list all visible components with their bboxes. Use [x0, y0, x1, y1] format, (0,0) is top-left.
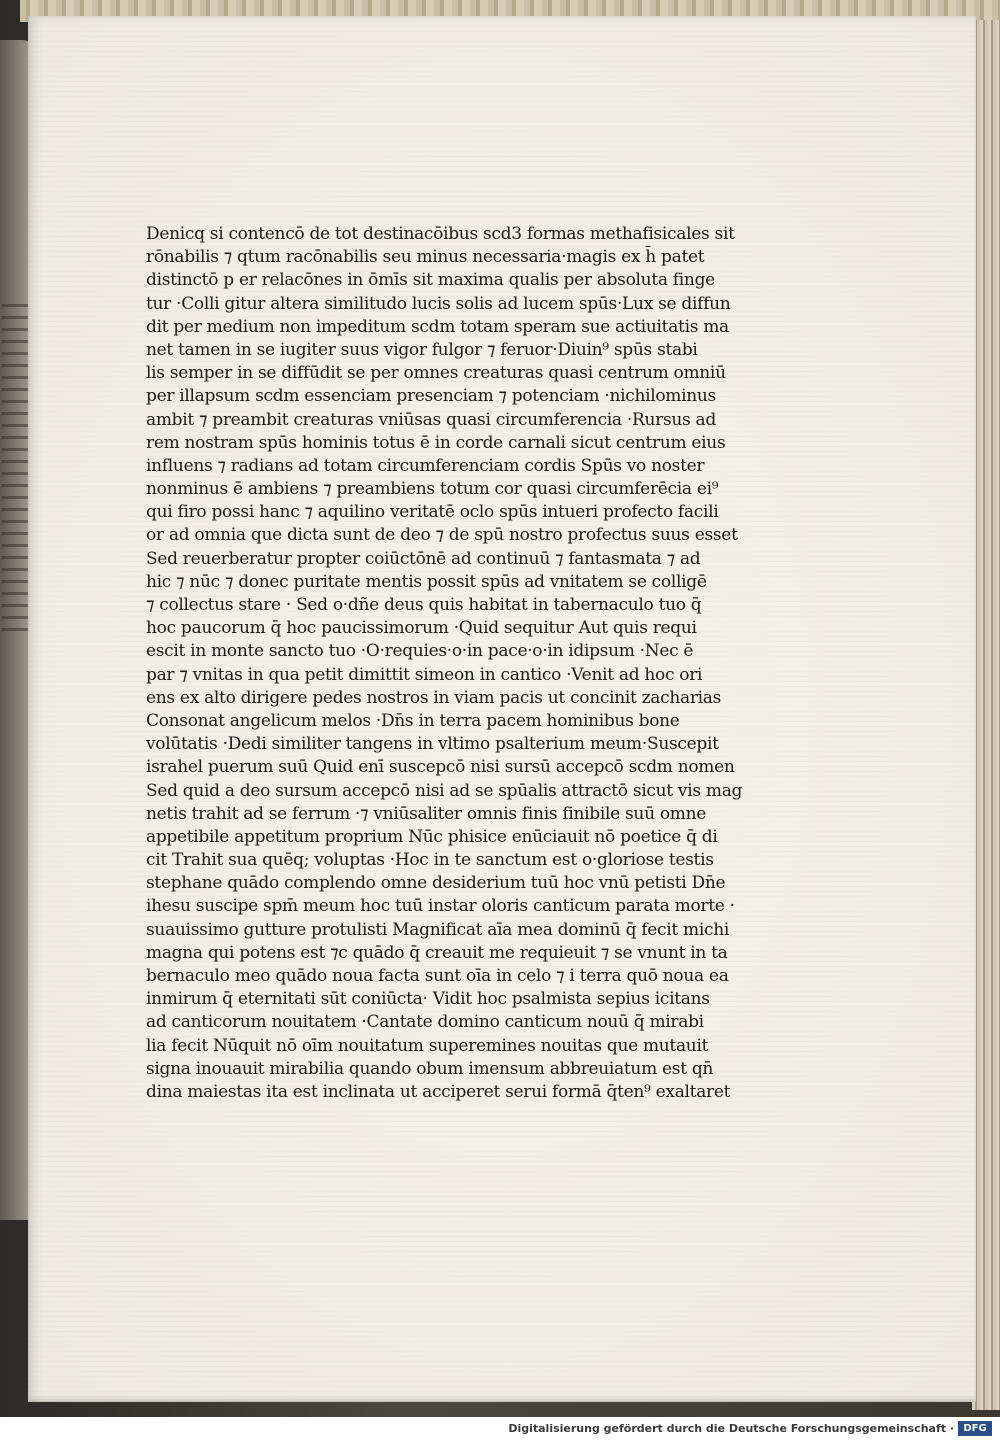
- text-line: stephane quādo complendo omne desiderium tuū hoc vnū petisti Dn̄e: [146, 873, 726, 894]
- text-line: Denicq si contencō de tot destinacōibus scd3 formas methafisicales sit: [146, 224, 735, 244]
- text-line: dina maiestas ita est inclinata ut acciperet serui formā q̄ten⁹ exaltaret: [146, 1081, 731, 1102]
- text-line: dit per medium non impeditum scdm totam speram sue actiuitatis ma: [146, 316, 729, 337]
- text-line: ihesu suscipe spm̄ meum hoc tuū instar oloris canticum parata morte ·: [146, 896, 735, 917]
- text-line: hic ⁊ nūc ⁊ donec puritate mentis possit spūs ad vnitatem se colligē: [146, 571, 707, 592]
- text-line: influens ⁊ radians ad totam circumferenciam cordis Spūs vo noster: [146, 455, 705, 476]
- text-line: or ad omnia que dicta sunt de deo ⁊ de spū nostro profectus suus esset: [146, 525, 738, 546]
- text-line: nonminus ē ambiens ⁊ preambiens totum cor quasi circumferēcia ei⁹: [146, 479, 719, 500]
- text-line: rem nostram spūs hominis totus ē in corde carnali sicut centrum eius: [146, 432, 726, 453]
- text-line: bernaculo meo quādo noua facta sunt oīa in celo ⁊ i terra quō noua ea: [146, 966, 729, 986]
- text-line: signa inouauit mirabilia quando obum imensum abbreuiatum est qn̄: [146, 1058, 714, 1079]
- text-line: net tamen in se iugiter suus vigor fulgor ⁊ feruor·Diuin⁹ spūs stabi: [146, 339, 698, 360]
- text-line: lis semper in se diffūdit se per omnes creaturas quasi centrum omniū: [146, 363, 726, 384]
- text-line: distinctō p er relacōnes in ōmīs sit maxima qualis per absoluta finge: [146, 270, 715, 291]
- text-line: Sed reuerberatur propter coiūctōnē ad continuū ⁊ fantasmata ⁊ ad: [146, 548, 701, 569]
- text-line: appetibile appetitum proprium Nūc phisice enūciauit nō poetice q̄ di: [146, 826, 718, 847]
- text-line: per illapsum scdm essenciam presenciam ⁊ potenciam ·nichilominus: [146, 386, 716, 407]
- text-line: israhel puerum suū Quid enī suscepcō nisi sursū accepcō scdm nomen: [146, 757, 735, 778]
- text-line: Sed quid a deo sursum accepcō nisi ad se spūalis attractō sicut vis mag: [146, 780, 742, 801]
- text-line: magna qui potens est ⁊c quādo q̄ creauit me requieuit ⁊ se vnunt in ta: [146, 942, 728, 963]
- text-line: netis trahit ad se ferrum ·⁊ vniūsaliter omnis finis finibile suū omne: [146, 803, 706, 824]
- dfg-logo: DFG: [958, 1421, 992, 1436]
- page-stack-edge: [972, 20, 1000, 1410]
- text-line: Consonat angelicum melos ·Dn̄s in terra pacem hominibus bone: [146, 710, 680, 731]
- text-line: suauissimo gutture protulisti Magnificat aīa mea dominū q̄ fecit michi: [146, 919, 730, 940]
- text-line: ens ex alto dirigere pedes nostros in viam pacis ut concinit zacharias: [146, 687, 722, 708]
- text-line: volūtatis ·Dedi similiter tangens in vltimo psalterium meum·Suscepit: [146, 734, 719, 755]
- text-line: rōnabilis ⁊ qtum racōnabilis seu minus necessaria·magis ex h̄ patet: [146, 247, 705, 268]
- text-line: ambit ⁊ preambit creaturas vniūsas quasi circumferencia ·Rursus ad: [146, 409, 716, 430]
- text-line: qui firo possi hanc ⁊ aquilino veritatē oclo spūs intueri profecto facili: [146, 502, 719, 523]
- text-block: [146, 223, 742, 1104]
- funding-credit: Digitalisierung gefördert durch die Deutsche Forschungsgemeinschaft ·: [508, 1422, 954, 1435]
- text-line: ⁊ collectus stare · Sed o·dñe deus quis habitat in tabernaculo tuo q̄: [146, 595, 702, 615]
- text-line: tur ·Colli gitur altera similitudo lucis solis ad lucem spūs·Lux se diffun: [146, 293, 731, 314]
- text-line: lia fecit Nūquit nō oīm nouitatum superemines nouitas que mutauit: [146, 1035, 709, 1056]
- text-line: ad canticorum nouitatem ·Cantate domino canticum nouū q̄ mirabi: [146, 1012, 704, 1033]
- text-line: par ⁊ vnitas in qua petit dimittit simeon in cantico ·Venit ad hoc ori: [146, 664, 703, 685]
- text-line: escit in monte sancto tuo ·O·requies·o·in pace·o·in idipsum ·Nec ē: [146, 641, 694, 662]
- footer-bar: [0, 1417, 1000, 1441]
- book-page: [28, 16, 976, 1402]
- text-line: inmirum q̄ eternitati sūt coniūcta· Vidit hoc psalmista sepius icitans: [146, 989, 710, 1010]
- text-line: hoc paucorum q̄ hoc paucissimorum ·Quid sequitur Aut quis requi: [146, 618, 697, 639]
- text-line: cit Trahit sua quēq; voluptas ·Hoc in te sanctum est o·gloriose testis: [146, 850, 714, 871]
